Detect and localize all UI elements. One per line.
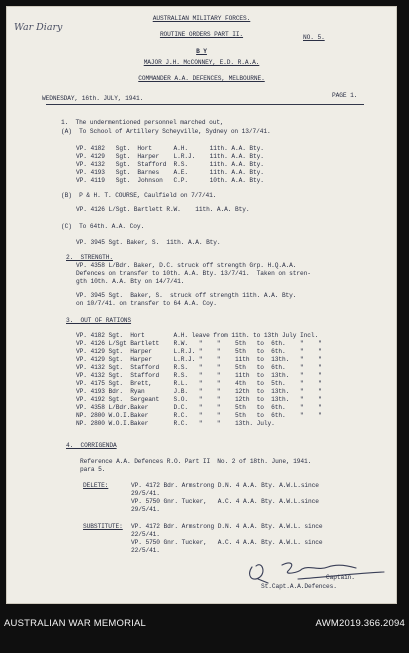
s2-p2-line: VP. 3945 Sgt. Baker, S. struck off strength 11th. A.A. Bty. — [76, 292, 297, 299]
ration-row: VP. 4132 Sgt. Stafford R.S. " " 5th to 6th. " " — [76, 364, 322, 371]
s1-rowC: VP. 3945 Sgt. Baker, S. 11th. A.A. Bty. — [76, 239, 221, 246]
ration-row: VP. 4193 Bdr. Ryan J.B. " " 12th to 13th. " " — [76, 388, 322, 395]
ration-row: VP. 4126 L/Sgt Bartlett R.W. " " 5th to 6th. " " — [76, 340, 322, 347]
substitute-line: 22/5/41. — [131, 531, 160, 538]
s1-row: VP. 4119 Sgt. Johnson C.P. 10th. A.A. Bty. — [76, 177, 264, 184]
substitute-line: VP. 4172 Bdr. Armstrong D.N. 4 A.A. Bty. A.W.L. since — [131, 523, 323, 530]
substitute-line: VP. 5750 Gnr. Tucker, A.C. 4 A.A. Bty. A.W.L. since — [131, 539, 323, 546]
signatory-rank: Captain. — [326, 574, 355, 581]
substitute-line: 22/5/41. — [131, 547, 160, 554]
archive-credit: AUSTRALIAN WAR MEMORIAL — [4, 618, 147, 629]
ration-row: VP. 4175 Sgt. Brett, R.L. " " 4th to 5th. " " — [76, 380, 322, 387]
s2-p1-line: gth 10th. A.A. Bty on 14/7/41. — [76, 278, 185, 285]
major-line: MAJOR J.H. McCONNEY, E.D. R.A.A. — [143, 59, 260, 66]
ration-row: VP. 4129 Sgt. Harper L.R.J. " " 11th to 13th. " " — [76, 356, 322, 363]
s1-lineC: (C) To 64th. A.A. Coy. — [61, 223, 145, 230]
ration-row: VP. 4358 L/Bdr.Baker D.C. " " 5th to 6th. " " — [76, 404, 322, 411]
ration-row: VP. 4192 Sgt. Sergeant S.O. " " 12th to 13th. " " — [76, 396, 322, 403]
order-number: NO. 5. — [303, 34, 325, 41]
org-heading: AUSTRALIAN MILITARY FORCES. — [152, 15, 251, 22]
ration-row: NP. 2800 W.O.I.Baker R.C. " " 13th. July. — [76, 420, 275, 427]
ration-row: VP. 4132 Sgt. Stafford R.S. " " 11th to 13th. " " — [76, 372, 322, 379]
page-number: PAGE 1. — [332, 92, 358, 99]
commander-line: COMMANDER A.A. DEFENCES, MELBOURNE. — [138, 75, 265, 82]
ration-row: VP. 4182 Sgt. Hort A.H. leave from 11th. to 13th July Incl. — [76, 332, 319, 339]
ration-row: VP. 4129 Sgt. Harper L.R.J. " " 5th to 6th. " " — [76, 348, 322, 355]
delete-line: 29/5/41. — [131, 506, 160, 513]
s1-row: VP. 4193 Sgt. Barnes A.E. 11th. A.A. Bty. — [76, 169, 264, 176]
s1-row: VP. 4129 Sgt. Harper L.R.J. 11th. A.A. Bty. — [76, 153, 264, 160]
handwritten-annotation: War Diary — [14, 22, 63, 33]
s4-heading: 4. CORRIGENDA — [66, 442, 117, 449]
delete-line: VP. 4172 Bdr. Armstrong D.N. 4 A.A. Bty. A.W.L.since — [131, 482, 319, 489]
s1-line1: 1. The undermentioned personnel marched out, — [61, 119, 224, 126]
s1-rowB: VP. 4126 L/Sgt. Bartlett R.W. 11th. A.A. Bty. — [76, 206, 250, 213]
orders-heading: ROUTINE ORDERS PART II. — [159, 31, 244, 38]
delete-label: DELETE: — [83, 482, 109, 489]
s4-reference: Reference A.A. Defences R.O. Part II No. 2 of 18th. June, 1941. — [80, 458, 312, 465]
substitute-label: SUBSTITUTE: — [83, 523, 123, 530]
order-date: WEDNESDAY, 16th. JULY, 1941. — [42, 95, 144, 102]
signatory-appointment: St.Capt.A.A.Defences. — [261, 583, 337, 590]
delete-line: 29/5/41. — [131, 490, 160, 497]
delete-line: VP. 5750 Gnr. Tucker, A.C. 4 A.A. Bty. A.W.L.since — [131, 498, 319, 505]
s1-row: VP. 4132 Sgt. Stafford R.S. 11th. A.A. Bty. — [76, 161, 264, 168]
s3-heading: 3. OUT OF RATIONS — [66, 317, 132, 324]
document-page — [6, 6, 397, 604]
archive-id: AWM2019.366.2094 — [315, 618, 405, 629]
ration-row: NP. 2800 W.O.I.Baker R.C. " " 5th to 6th. " " — [76, 412, 322, 419]
by-line: B Y — [196, 48, 207, 55]
s1-row: VP. 4182 Sgt. Hort A.H. 11th. A.A. Bty. — [76, 145, 264, 152]
s2-heading: 2. STRENGTH. — [66, 254, 113, 261]
s2-p2-line: on 10/7/41. on transfer to 64 A.A. Coy. — [76, 300, 217, 307]
s1-lineB: (B) P & H. T. COURSE, Caulfield on 7/7/41. — [61, 192, 217, 199]
s2-p1-line: VP. 4358 L/Bdr. Baker, D.C. struck off strength Grp. H.Q.A.A. — [76, 262, 297, 269]
header-rule — [46, 104, 364, 105]
s2-p1-line: Defences on transfer to 10th. A.A. Bty. 13/7/41. Taken on stren- — [76, 270, 311, 277]
s4-reference-para: para 5. — [80, 466, 106, 473]
s1-lineA: (A) To School of Artillery Scheyville, Sydney on 13/7/41. — [61, 128, 271, 135]
